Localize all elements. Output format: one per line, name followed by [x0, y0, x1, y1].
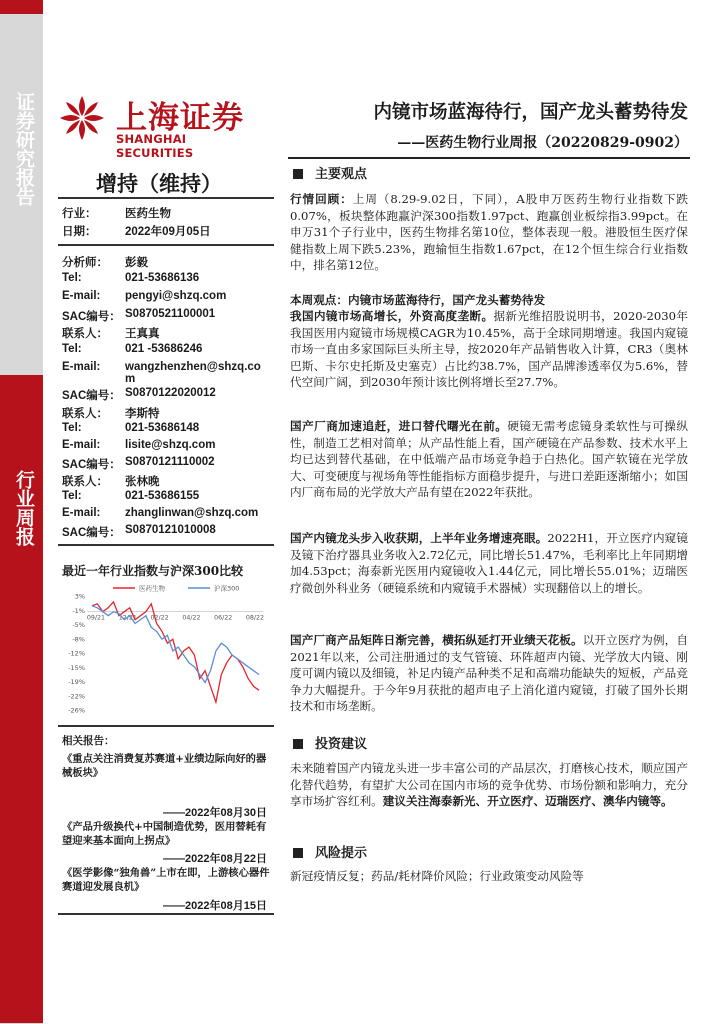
report-subtitle: ——医药生物行业周报（20220829-0902） — [397, 135, 688, 151]
bullet-square-icon — [293, 848, 303, 858]
weekly-view-heading: 本周观点：内镜市场蓝海待行，国产龙头蓄势待发 — [290, 293, 546, 307]
report-type-label: 证券研究报告 — [13, 92, 35, 206]
market-growth-paragraph: 我国内镜市场高增长，外资高度垄断。据新光维招股说明书，2020-2030年我国医用内窥镜市场规模CAGR为10.45%，高于全球同期增速。我国内窥镜市场一直由多家国际巨头所主导，按2020年产品销售收入计算，CR3（奥林巴斯、卡尔史托斯及史塞克）占比约38.7%，国产品牌渗透率仅为5.6%，替代空间广阔，到2030年预计该比例将增长至27.7%。 — [290, 309, 688, 390]
series-line — [92, 606, 259, 683]
rating-divider — [58, 197, 274, 199]
legend-label: 沪深300 — [214, 584, 240, 593]
logo-chinese-name: 上海证券 — [116, 100, 244, 136]
chart-divider — [58, 725, 274, 727]
investment-rating: 增持（维持） — [96, 171, 222, 196]
y-tick-label: -12% — [68, 649, 85, 658]
related-divider — [58, 913, 274, 915]
date-value: 2022年09月05日 — [125, 226, 211, 238]
related-report-title[interactable]: 《产品升级换代+中国制造优势，医用替耗有望迎来基本面向上拐点》 — [62, 821, 267, 847]
x-tick-label: 12/21 — [118, 614, 137, 622]
y-tick-label: -22% — [68, 692, 85, 701]
bullet-square-icon — [293, 169, 303, 179]
legend-label: 医药生物 — [139, 584, 165, 593]
related-report-title[interactable]: 《重点关注消费复苏赛道+业绩边际向好的器械板块》 — [62, 753, 267, 779]
logo-english-name: SHANGHAI SECURITIES — [116, 132, 194, 160]
catch-up-paragraph: 国产厂商加速追赶，进口替代曙光在前。硬镜无需考虑镜身柔软性与可操纵性，制造工艺相对简单；从产品性能上看，国产硬镜在产品参数、技术水平上均已达到替代基础，在中低端产品市场竞争趋于白热化。国产软镜在光学放大、可变硬度与视场角等性能指标方面稳步提升，与进口差距逐渐缩小；如国内厂商布局的光学放大产品有望在2022年获批。 — [290, 419, 688, 500]
related-report-date: ——2022年08月15日 — [163, 900, 267, 912]
y-tick-label: -5% — [72, 621, 85, 629]
y-tick-label: -8% — [72, 635, 85, 644]
x-tick-label: 02/22 — [150, 614, 169, 622]
title-rule — [288, 157, 690, 159]
report-title: 内镜市场蓝海待行，国产龙头蓄势待发 — [373, 102, 688, 123]
logo-mark-icon — [58, 94, 106, 142]
series-line — [92, 602, 259, 702]
industry-key: 行业： — [62, 208, 97, 220]
section-main-points: 主要观点 — [293, 163, 367, 182]
investment-paragraph: 未来随着国产内镜龙头进一步丰富公司的产品层次，打磨核心技术，顺应国产化替代趋势，有望扩大公司在国内市场的竞争优势、市场份额和影响力，充分享市场扩容红利。建议关注海泰新光、开立医疗、迈瑞医疗、澳华内镜等。 — [290, 761, 688, 809]
sidebar-top-accent — [0, 0, 43, 14]
info-divider — [58, 244, 274, 246]
y-tick-label: -26% — [68, 706, 85, 715]
risk-paragraph: 新冠疫情反复；药品/耗材降价风险；行业政策变动风险等 — [290, 869, 584, 883]
market-review-paragraph: 行情回顾：上周（8.29-9.02日，下同），A股申万医药生物行业指数下跌0.07%，板块整体跑赢沪深300指数1.97pct、跑赢创业板综指3.99pct。在申万31个子行业中，医药生物排名第10位，整体表现一般。港股恒生医疗保健指数上周下跌5.23%，跑输恒生指数1.67pct，在12个恒生综合行业指数中，排名第12位。 — [290, 192, 688, 273]
section-risk: 风险提示 — [293, 842, 367, 861]
sidebar — [0, 0, 43, 1024]
x-tick-label: 09/21 — [86, 614, 106, 622]
related-reports-title: 相关报告： — [62, 735, 115, 747]
related-report-date: ——2022年08月30日 — [163, 807, 267, 819]
y-tick-label: 3% — [74, 592, 85, 601]
related-report-date: ——2022年08月22日 — [163, 853, 267, 865]
date-key: 日期： — [62, 226, 97, 238]
industry-value: 医药生物 — [125, 208, 171, 220]
harvest-paragraph: 国产内镜龙头步入收获期，上半年业务增速亮眼。2022H1，开立医疗内窥镜及镜下治疗器具业务收入2.72亿元，同比增长51.47%，毛利率比上年同期增加4.53pct；海泰新光医用内窥镜收入1.44亿元，同比增长55.01%；迈瑞医疗微创外科业务（硬镜系统和内窥镜手术器械）实现翻倍以上的增长。 — [290, 531, 688, 595]
x-tick-label: 06/22 — [214, 614, 233, 622]
related-report-title[interactable]: 《医学影像“独角兽”上市在即，上游核心器件赛道迎发展良机》 — [62, 867, 270, 893]
report-category-label: 行业周报 — [13, 470, 35, 546]
chart-title: 最近一年行业指数与沪深300比较 — [62, 564, 244, 578]
analyst-divider — [58, 544, 274, 546]
bullet-square-icon — [293, 739, 303, 749]
company-logo — [58, 92, 258, 160]
index-comparison-chart — [58, 580, 268, 720]
product-matrix-paragraph: 国产厂商产品矩阵日渐完善，横拓纵延打开业绩天花板。以开立医疗为例，自2021年以来，公司注册通过的支气管镜、环阵超声内镜、光学放大内镜、刚度可调内镜以及细镜，补足内镜产品种类不足和高端功能缺失的短板，产品竞争力大幅提升。于今年9月获批的超声电子上消化道内窥镜，打破了国外长期技术和市场垄断。 — [290, 633, 688, 714]
section-investment: 投资建议 — [293, 733, 367, 752]
y-tick-label: -19% — [68, 678, 85, 686]
x-tick-label: 08/22 — [245, 614, 265, 622]
y-tick-label: -1% — [72, 606, 85, 615]
y-tick-label: -15% — [68, 663, 85, 672]
x-tick-label: 04/22 — [182, 614, 201, 622]
